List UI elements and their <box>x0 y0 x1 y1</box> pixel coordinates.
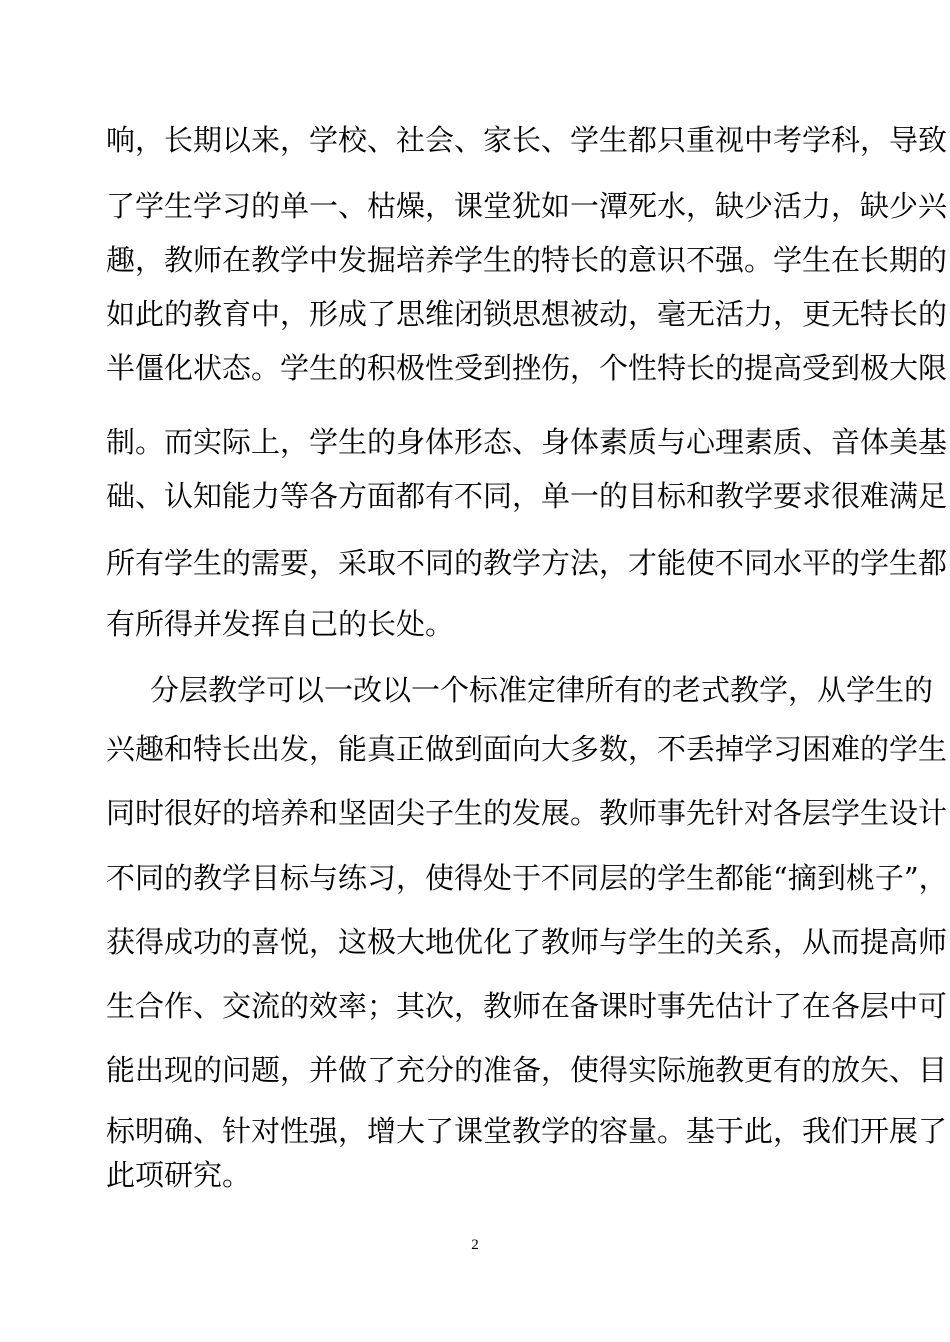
paragraph-1-line-6: 制。而实际上，学生的身体形态、身体素质与心理素质、音体美基 <box>106 425 948 459</box>
paragraph-1-line-5: 半僵化状态。学生的积极性受到挫伤，个性特长的提高受到极大限 <box>106 351 948 385</box>
paragraph-2-line-2: 兴趣和特长出发，能真正做到面向大多数，不丢掉学习困难的学生 <box>106 732 948 766</box>
paragraph-1-line-7: 础、认知能力等各方面都有不同，单一的目标和教学要求很难满足 <box>106 479 948 513</box>
paragraph-2-line-4: 不同的教学目标与练习，使得处于不同层的学生都能“摘到桃子”， <box>106 861 948 895</box>
paragraph-2-line-3: 同时很好的培养和坚固尖子生的发展。教师事先针对各层学生设计 <box>106 796 948 830</box>
paragraph-2-line-6: 生合作、交流的效率；其次，教师在备课时事先估计了在各层中可 <box>106 989 948 1023</box>
paragraph-2-line-8: 标明确、针对性强，增大了课堂教学的容量。基于此，我们开展了 <box>106 1114 948 1148</box>
paragraph-1-line-2: 了学生学习的单一、枯燥，课堂犹如一潭死水，缺少活力，缺少兴 <box>106 189 948 223</box>
paragraph-2-line-9: 此项研究。 <box>106 1158 252 1192</box>
page-number: 2 <box>471 1237 479 1253</box>
paragraph-2-line-7: 能出现的问题，并做了充分的准备，使得实际施教更有的放矢、目 <box>106 1053 948 1087</box>
paragraph-1-line-9: 有所得并发挥自己的长处。 <box>106 607 455 641</box>
paragraph-2-line-1: 分层教学可以一改以一个标准定律所有的老式教学，从学生的 <box>150 673 934 707</box>
paragraph-1-line-1: 响，长期以来，学校、社会、家长、学生都只重视中考学科，导致 <box>106 123 948 157</box>
paragraph-1-line-8: 所有学生的需要，采取不同的教学方法，才能使不同水平的学生都 <box>106 546 948 580</box>
paragraph-2-line-5: 获得成功的喜悦，这极大地优化了教师与学生的关系，从而提高师 <box>106 925 948 959</box>
paragraph-1-line-4: 如此的教育中，形成了思维闭锁思想被动，毫无活力，更无特长的 <box>106 297 948 331</box>
paragraph-1-line-3: 趣，教师在教学中发掘培养学生的特长的意识不强。学生在长期的 <box>106 243 948 277</box>
